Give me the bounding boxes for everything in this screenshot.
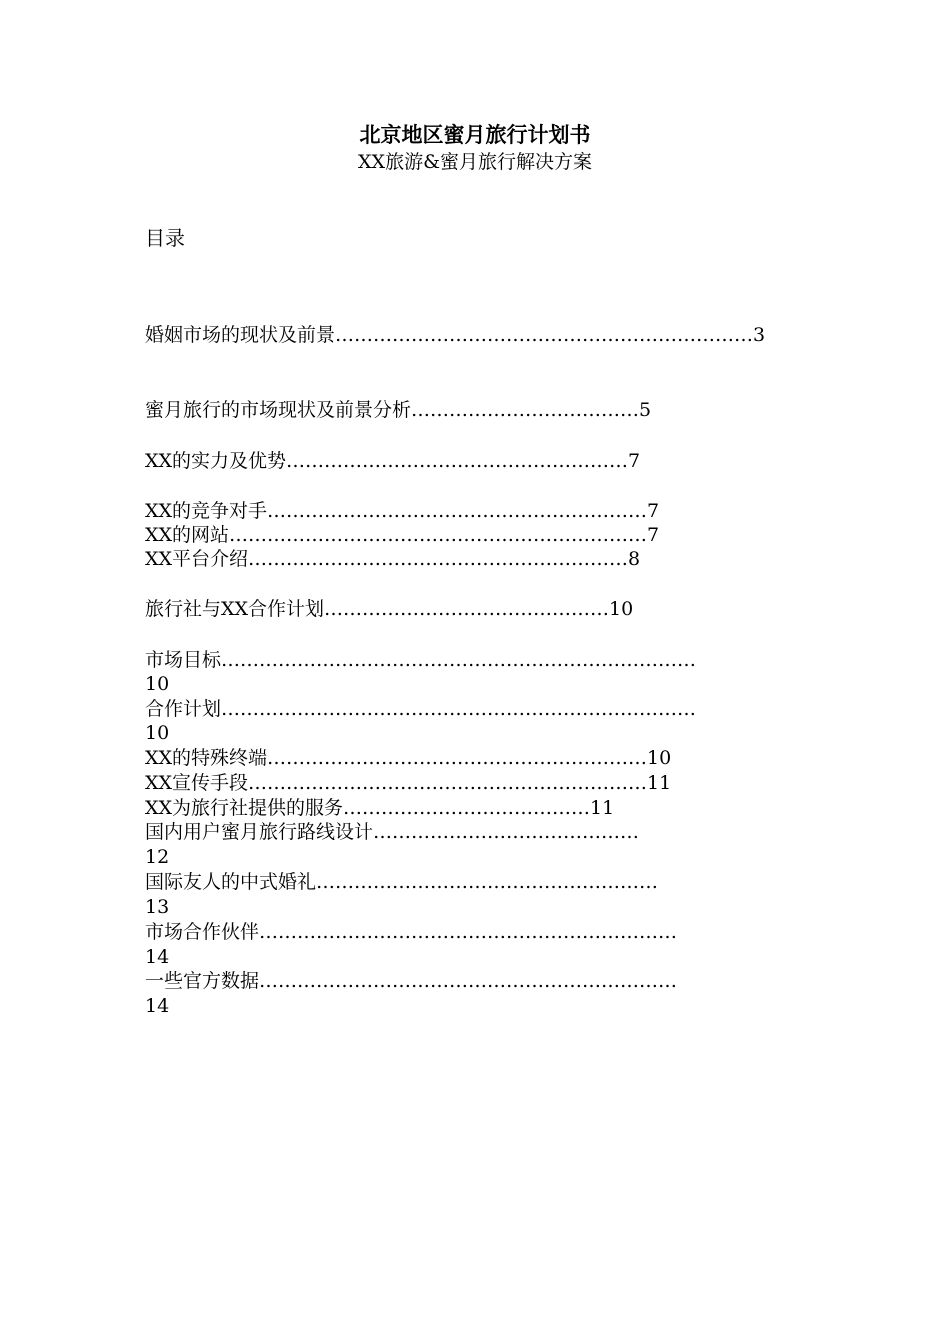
- toc-page-number: 13: [145, 896, 170, 918]
- toc-page-number: 12: [145, 846, 170, 868]
- toc-heading: 目录: [145, 226, 185, 250]
- toc-entry: XX宣传手段………………………………………………………11: [145, 772, 672, 794]
- toc-entry: XX平台介绍……………………………………………………8: [145, 548, 641, 570]
- toc-page-number: 10: [145, 722, 170, 744]
- document-title: 北京地区蜜月旅行计划书: [359, 122, 591, 147]
- toc-entry: 蜜月旅行的市场现状及前景分析………………………………5: [145, 399, 652, 421]
- toc-entry: 国内用户蜜月旅行路线设计……………………………………: [145, 821, 640, 843]
- toc-entry: 一些官方数据…………………………………………………………: [145, 970, 678, 992]
- toc-entry: 婚姻市场的现状及前景…………………………………………………………3: [145, 324, 766, 346]
- toc-page-number: 10: [145, 673, 170, 695]
- toc-entry: XX为旅行社提供的服务…………………………………11: [145, 797, 615, 819]
- document-subtitle: XX旅游&蜜月旅行解决方案: [358, 151, 592, 173]
- toc-entry: 合作计划…………………………………………………………………: [145, 698, 697, 720]
- toc-entry: 旅行社与XX合作计划………………………………………10: [145, 598, 634, 620]
- toc-entry: XX的实力及优势………………………………………………7: [145, 450, 641, 472]
- toc-entry: 国际友人的中式婚礼………………………………………………: [145, 871, 659, 893]
- toc-entry: XX的特殊终端……………………………………………………10: [145, 747, 672, 769]
- toc-entry: 市场目标…………………………………………………………………: [145, 649, 697, 671]
- toc-page-number: 14: [145, 995, 170, 1017]
- toc-entry: XX的网站…………………………………………………………7: [145, 524, 660, 546]
- toc-entry: 市场合作伙伴…………………………………………………………: [145, 921, 678, 943]
- toc-page-number: 14: [145, 946, 170, 968]
- toc-entry: XX的竞争对手……………………………………………………7: [145, 500, 660, 522]
